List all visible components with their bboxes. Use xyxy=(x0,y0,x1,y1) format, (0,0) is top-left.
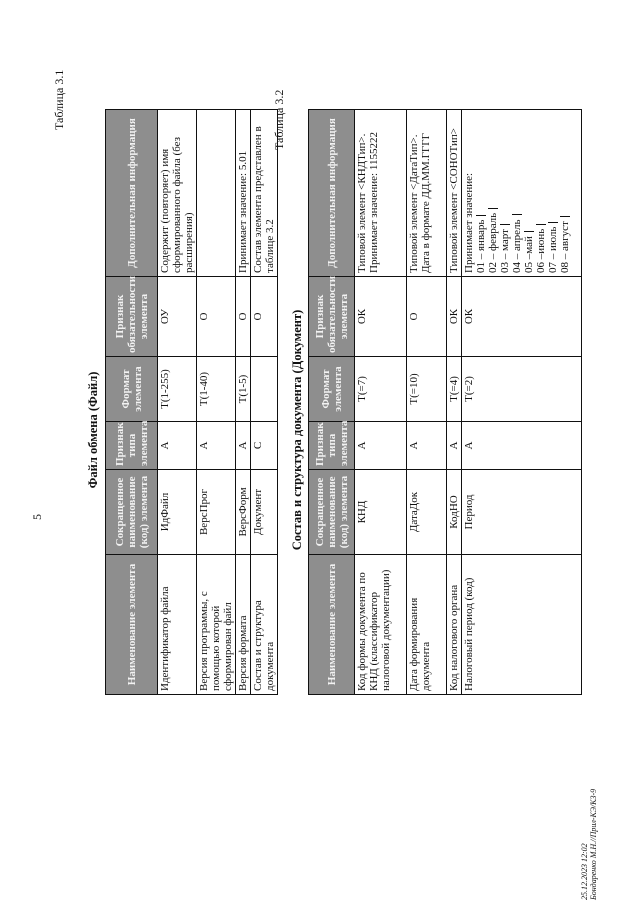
list-item: 04 – апрель xyxy=(511,113,523,273)
cell-element-name: Состав и структура документа xyxy=(251,555,278,695)
table1-title: Файл обмена (Файл) xyxy=(86,371,100,489)
list-item: 07 – июль xyxy=(547,113,559,273)
cell-required: ОК xyxy=(447,277,462,357)
cell-required: О xyxy=(197,277,236,357)
cell-required: ОК xyxy=(355,277,407,357)
table-row xyxy=(355,110,407,695)
table1 xyxy=(105,109,278,695)
list-item: 06 –июнь xyxy=(535,113,547,273)
table2-label: Таблица 3.2 xyxy=(272,89,286,150)
footer-stamp xyxy=(580,789,598,900)
cell-type: А xyxy=(197,422,236,470)
cell-format: T(1-255) xyxy=(158,357,197,422)
cell-element-name: Налоговый период (код) xyxy=(462,555,582,695)
cell-format: T(1-5) xyxy=(236,357,251,422)
cell-code: КодНО xyxy=(447,470,462,555)
cell-type: А xyxy=(407,422,447,470)
cell-type: А xyxy=(462,422,582,470)
cell-format: T(=7) xyxy=(355,357,407,422)
table2-header: Сокращенное наименование (код) элемента xyxy=(309,470,355,555)
cell-type: А xyxy=(355,422,407,470)
cell-info: Типовой элемент <СОНОТип> xyxy=(447,110,462,277)
table2-header: Формат элемента xyxy=(309,357,355,422)
table-row xyxy=(251,110,278,695)
cell-type: А xyxy=(158,422,197,470)
cell-code: Документ xyxy=(251,470,278,555)
table-row xyxy=(197,110,236,695)
cell-code: ВерсФорм xyxy=(236,470,251,555)
table2-header: Признак обязательности элемента xyxy=(309,277,355,357)
cell-format xyxy=(251,357,278,422)
cell-format: T(=10) xyxy=(407,357,447,422)
cell-format: T(=4) xyxy=(447,357,462,422)
table2 xyxy=(308,109,582,695)
cell-element-name: Версия программы, с помощью которой сформирован файл xyxy=(197,555,236,695)
cell-type: А xyxy=(236,422,251,470)
table1-header: Дополнительная информация xyxy=(106,110,158,277)
cell-code: ИдФайл xyxy=(158,470,197,555)
table-row xyxy=(407,110,447,695)
cell-code: Период xyxy=(462,470,582,555)
cell-format: T(1-40) xyxy=(197,357,236,422)
cell-info: Состав элемента представлен в таблице 3.2 xyxy=(251,110,278,277)
cell-required: О xyxy=(236,277,251,357)
cell-type: А xyxy=(447,422,462,470)
cell-required: О xyxy=(407,277,447,357)
cell-info: Типовой элемент <КНДТип>. Принимает значение: 1155222 xyxy=(355,110,407,277)
list-item: 08 – август xyxy=(559,113,571,273)
cell-info xyxy=(197,110,236,277)
list-item: 02 – февраль xyxy=(487,113,499,273)
cell-format: T(=2) xyxy=(462,357,582,422)
table2-header: Дополнительная информация xyxy=(309,110,355,277)
table2-header: Признак типа элемента xyxy=(309,422,355,470)
footer-author: Бондаренко М.Н.//Прил-КЭ/КЗ-9 xyxy=(589,788,598,900)
cell-required: О xyxy=(251,277,278,357)
cell-element-name: Версия формата xyxy=(236,555,251,695)
cell-element-name: Дата формирования документа xyxy=(407,555,447,695)
table1-header: Признак обязательности элемента xyxy=(106,277,158,357)
period-values-intro: Принимает значение: xyxy=(463,172,475,273)
cell-code: ДатаДок xyxy=(407,470,447,555)
table2-title: Состав и структура документа (Документ) xyxy=(290,309,304,551)
table2-header: Наименование элемента xyxy=(309,555,355,695)
table-row xyxy=(158,110,197,695)
list-item: 01 – январь xyxy=(475,113,487,273)
cell-info: Содержит (повторяет) имя сформированного файла (без расширения) xyxy=(158,110,197,277)
cell-info xyxy=(462,110,582,277)
cell-info: Типовой элемент <ДатаТип>. Дата в формате ДД.ММ.ГГГГ xyxy=(407,110,447,277)
table-row xyxy=(236,110,251,695)
table1-header: Признак типа элемента xyxy=(106,422,158,470)
period-values-list xyxy=(475,113,571,273)
page-number: 5 xyxy=(30,514,44,520)
cell-info: Принимает значение: 5.01 xyxy=(236,110,251,277)
list-item: 05 –май xyxy=(523,113,535,273)
table1-header: Сокращенное наименование (код) элемента xyxy=(106,470,158,555)
footer-date: 25.12.2023 12:02 xyxy=(580,843,589,900)
table1-header: Формат элемента xyxy=(106,357,158,422)
table1-header: Наименование элемента xyxy=(106,555,158,695)
cell-element-name: Код формы документа по КНД (классификатор налоговой документации) xyxy=(355,555,407,695)
cell-required: ОК xyxy=(462,277,582,357)
cell-type: С xyxy=(251,422,278,470)
cell-code: КНД xyxy=(355,470,407,555)
list-item: 03 – март xyxy=(499,113,511,273)
cell-required: ОУ xyxy=(158,277,197,357)
table1-label: Таблица 3.1 xyxy=(52,69,66,130)
table-row xyxy=(447,110,462,695)
table-row xyxy=(462,110,582,695)
cell-code: ВерсПрог xyxy=(197,470,236,555)
cell-element-name: Идентификатор файла xyxy=(158,555,197,695)
cell-element-name: Код налогового органа xyxy=(447,555,462,695)
